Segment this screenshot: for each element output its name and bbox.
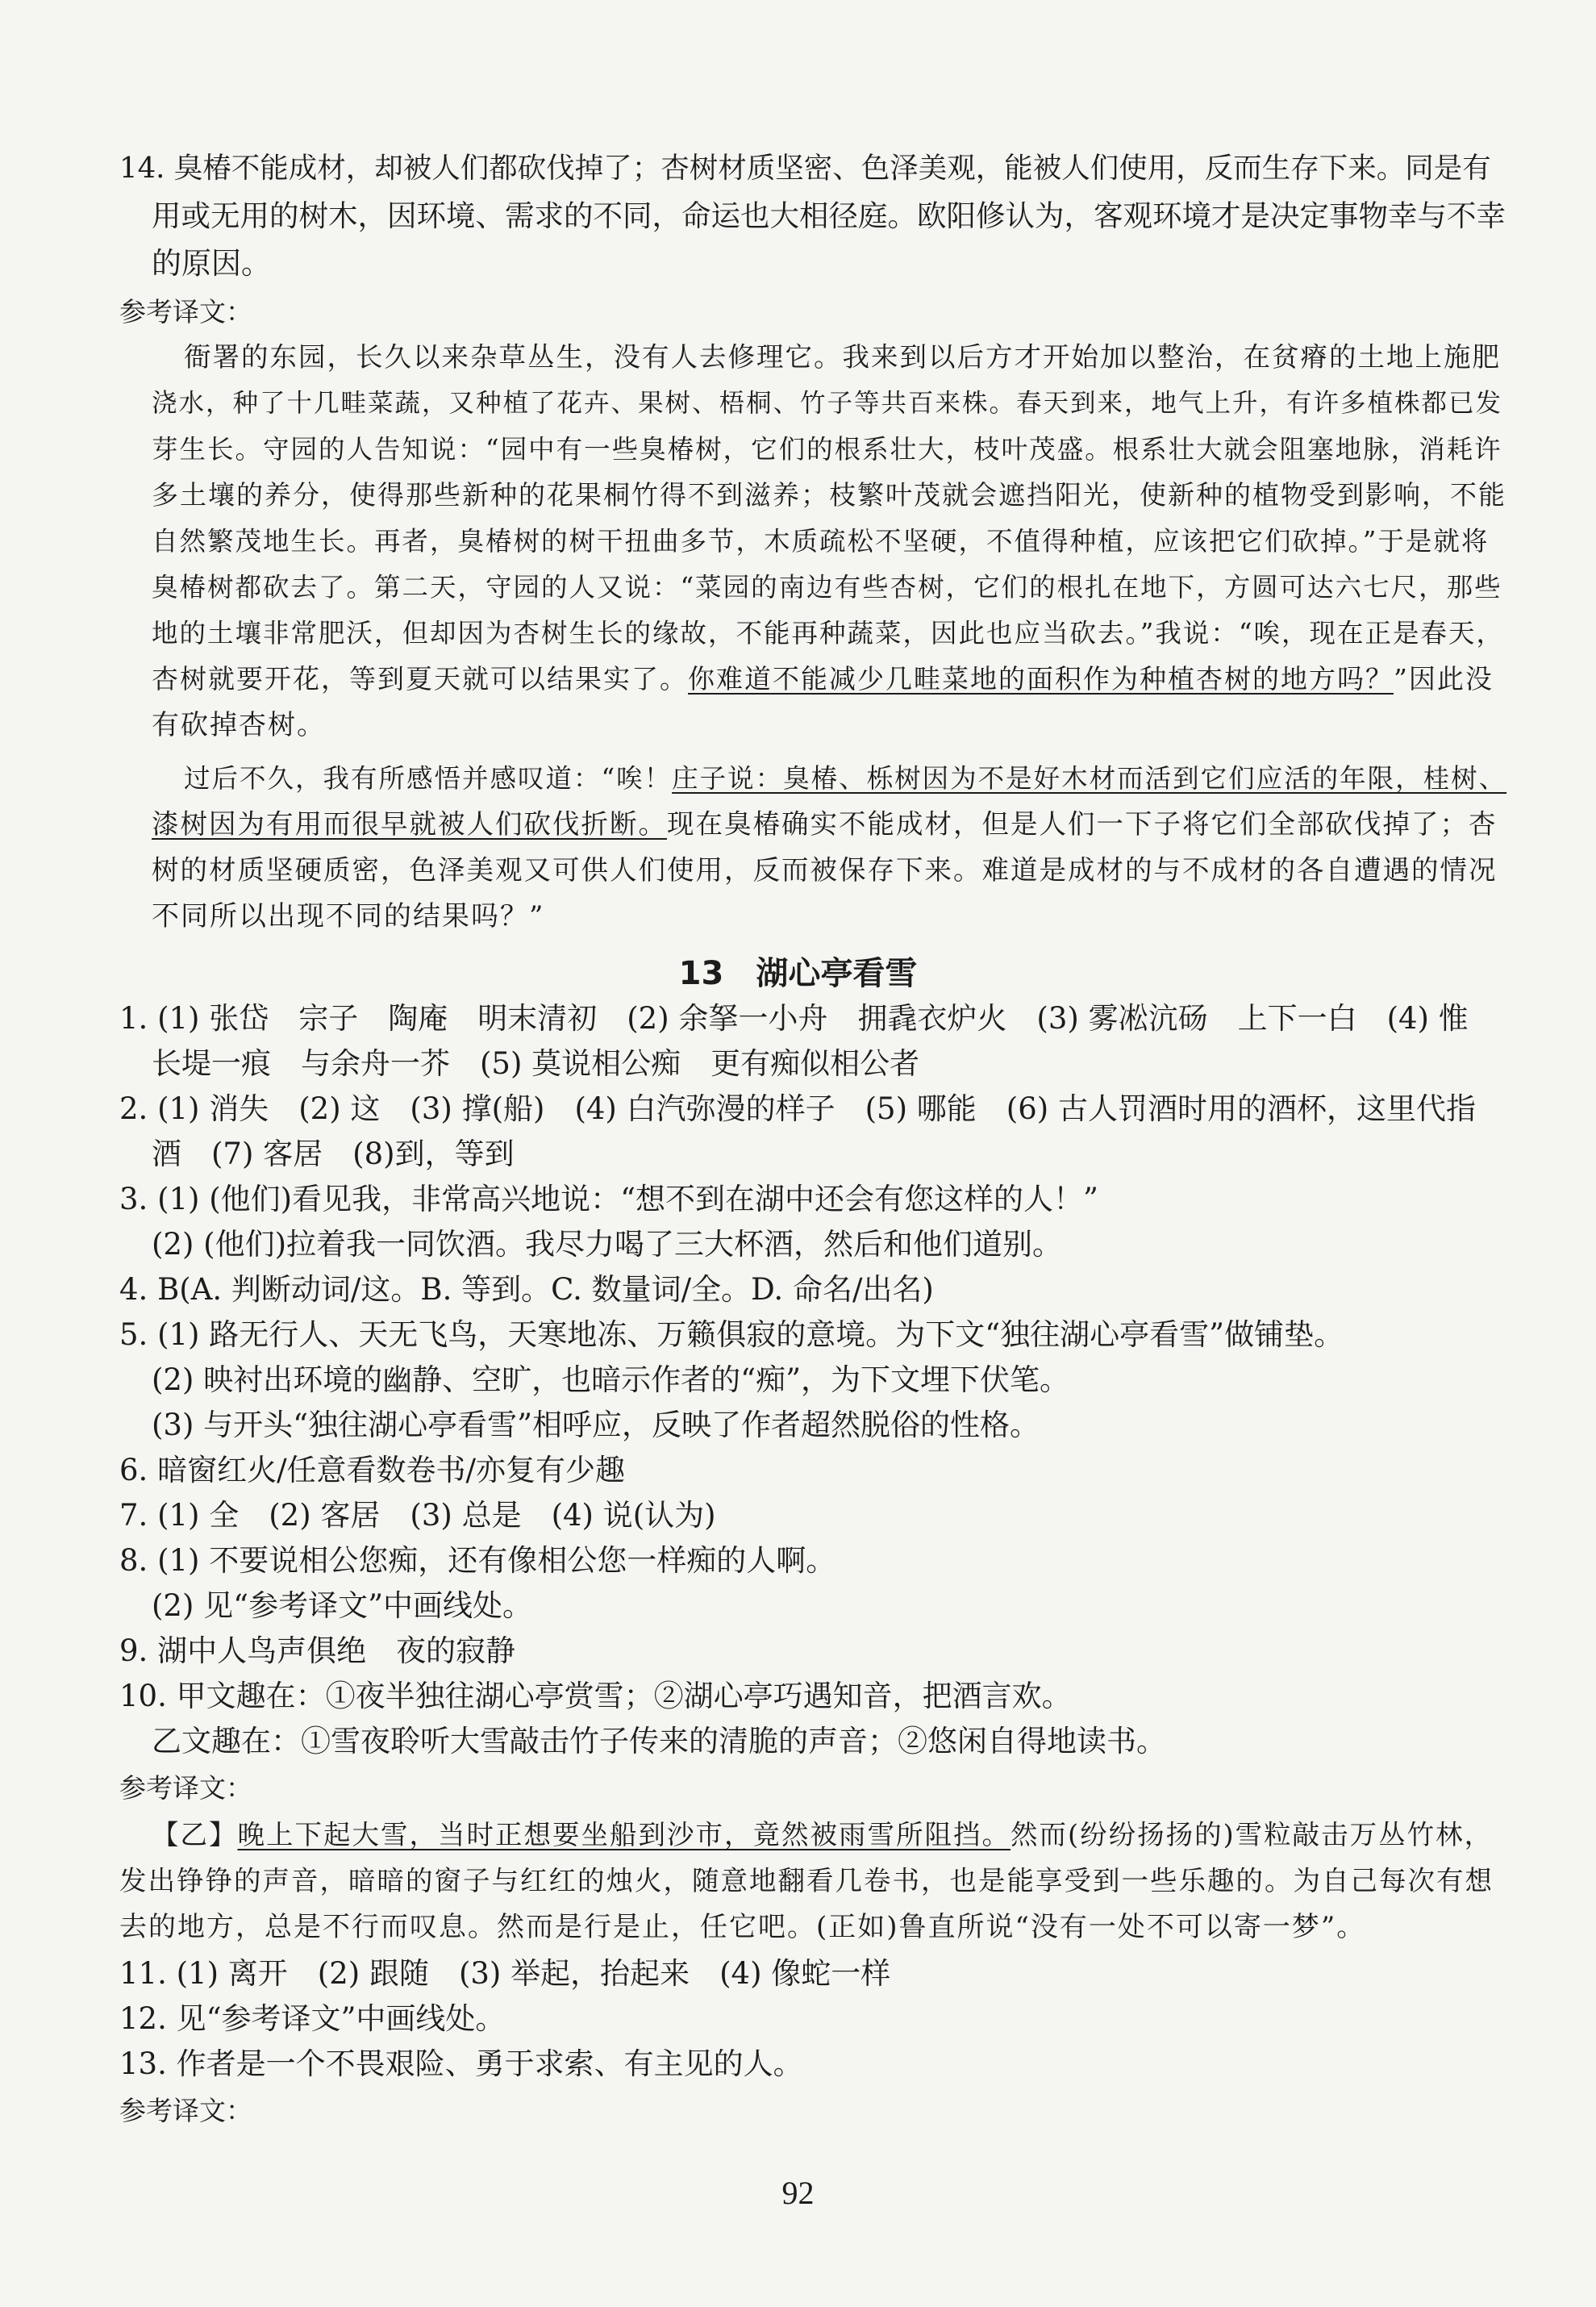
answer-5-line1: 5. (1) 路无行人、天无飞鸟，天寒地冻、万籁俱寂的意境。为下文“独往湖心亭看雪”做铺垫。 [119,1317,1344,1352]
answer-13: 13. 作者是一个不畏艰险、勇于求索、有主见的人。 [119,2046,803,2081]
translation-text: 过后不久，我有所感悟并感叹道：“唉！ [184,763,673,794]
answer-5-line3: (3) 与开头“独往湖心亭看雪”相呼应，反映了作者超然脱俗的性格。 [152,1408,1040,1442]
answer-12: 12. 见“参考译文”中画线处。 [119,2001,506,2036]
answer-6: 6. 暗窗红火/任意看数卷书/亦复有少趣 [119,1453,625,1487]
answer-10-line1: 10. 甲文趣在：①夜半独往湖心亭赏雪；②湖心亭巧遇知音，把酒言欢。 [119,1679,1072,1713]
answer-2-line1: 2. (1) 消失 (2) 这 (3) 撑(船) (4) 白汽弥漫的样子 (5) 哪能 (6) 古人罚酒时用的酒杯，这里代指 [119,1091,1476,1126]
translation-line: 有砍掉杏树。 [152,709,326,741]
translation-line: 芽生长。守园的人告知说：“园中有一些臭椿树，它们的根系壮大，枝叶茂盛。根系壮大就会阻塞地脉，消耗许 [152,434,1502,465]
answer-5-line2: (2) 映衬出环境的幽静、空旷，也暗示作者的“痴”，为下文埋下伏笔。 [152,1362,1070,1397]
translation-line: 树的材质坚硬质密，色泽美观又可供人们使用，反而被保存下来。难道是成材的与不成材的各自遭遇的情况 [152,854,1498,886]
translation-line: 去的地方，总是不行而叹息。然而是行是止，任它吧。(正如)鲁直所说“没有一处不可以寄一梦”。 [119,1911,1366,1943]
translation-line: 地的土壤非常肥沃，但却因为杏树生长的缘故，不能再种蔬菜，因此也应当砍去。”我说：“唉，现在正是春天， [152,618,1504,649]
answer-14-line3: 的原因。 [152,246,271,281]
answer-3-line1: 3. (1) (他们)看见我，非常高兴地说：“想不到在湖中还会有您这样的人！” [119,1182,1098,1216]
translation-line [152,804,1498,845]
underlined-answer-text: 庄子说：臭椿、栎树因为不是好木材而活到它们应活的年限，桂树、 [672,763,1507,794]
translation-text: 现在臭椿确实不能成材，但是人们一下子将它们全部砍伐掉了；杏 [667,808,1498,840]
answer-10-line2: 乙文趣在：①雪夜聆听大雪敲击竹子传来的清脆的声音；②悠闲自得地读书。 [152,1724,1166,1758]
translation-text: 然而(纷纷扬扬的)雪粒敲击万丛竹林， [1011,1819,1494,1850]
answer-11: 11. (1) 离开 (2) 跟随 (3) 举起，抬起来 (4) 像蛇一样 [119,1956,891,1991]
underlined-answer-text: 你难道不能减少几畦菜地的面积作为种植杏树的地方吗？ [688,663,1394,695]
translation-line: 衙署的东园，长久以来杂草丛生，没有人去修理它。我来到以后方才开始加以整治，在贫瘠的土地上施肥 [184,341,1501,373]
passage-tag: 【乙】 [152,1819,238,1850]
translation-line [184,758,1506,799]
answer-14-line2: 用或无用的树木，因环境、需求的不同，命运也大相径庭。欧阳修认为，客观环境才是决定事物幸与不幸 [152,198,1506,233]
answer-2-line2: 酒 (7) 客居 (8)到，等到 [152,1137,515,1171]
answer-14-line1: 14. 臭椿不能成材，却被人们都砍伐掉了；杏树材质坚密、色泽美观，能被人们使用，反而生存下来。同是有 [119,152,1491,185]
translation-line: 多土壤的养分，使得那些新种的花果桐竹得不到滋养；枝繁叶茂就会遮挡阳光，使新种的植物受到影响，不能 [152,479,1506,511]
translation-line: 自然繁茂地生长。再者，臭椿树的树干扭曲多节，木质疏松不坚硬，不值得种植，应该把它们砍掉。”于是就将 [152,526,1490,557]
translation-line: 浇水，种了十几畦菜蔬，又种植了花卉、果树、梧桐、竹子等共百来株。春天到来，地气上升，有许多植株都已发 [152,389,1503,418]
section-title: 13 湖心亭看雪 [678,955,918,992]
reference-translation-label: 参考译文： [119,2095,252,2126]
answer-4: 4. B(A. 判断动词/这。B. 等到。C. 数量词/全。D. 命名/出名) [119,1272,934,1307]
translation-line: 发出铮铮的声音，暗暗的窗子与红红的烛火，随意地翻看几卷书，也是能享受到一些乐趣的。为自己每次有想 [119,1865,1494,1896]
answer-9: 9. 湖中人鸟声俱绝 夜的寂静 [119,1633,516,1668]
answer-1-line1: 1. (1) 张岱 宗子 陶庵 明末清初 (2) 余拏一小舟 拥毳衣炉火 (3) 雾凇沆砀 上下一白 (4) 惟 [119,1001,1469,1036]
translation-line [152,659,1494,699]
translation-line: 不同所以出现不同的结果吗？” [152,900,545,932]
translation-line: 臭椿树都砍去了。第二天，守园的人又说：“菜园的南边有些杏树，它们的根扎在地下，方圆可达六七尺，那些 [152,572,1502,603]
answer-8-line1: 8. (1) 不要说相公您痴，还有像相公您一样痴的人啊。 [119,1543,836,1578]
translation-text: ”因此没 [1394,663,1494,695]
answer-8-line2: (2) 见“参考译文”中画线处。 [152,1588,533,1623]
reference-translation-label: 参考译文： [119,296,252,327]
answer-3-line2: (2) (他们)拉着我一同饮酒。我尽力喝了三大杯酒，然后和他们道别。 [152,1227,1063,1262]
page-number: 92 [781,2175,815,2211]
reference-translation-label: 参考译文： [119,1772,252,1804]
translation-line [152,1815,1493,1855]
translation-text: 杏树就要开花，等到夏天就可以结果实了。 [152,663,688,695]
underlined-answer-text: 晚上下起大雪，当时正想要坐船到沙市，竟然被雨雪所阻挡。 [237,1819,1011,1850]
underlined-answer-text: 漆树因为有用而很早就被人们砍伐折断。 [152,808,667,840]
answer-7: 7. (1) 全 (2) 客居 (3) 总是 (4) 说(认为) [119,1498,716,1533]
answer-1-line2: 长堤一痕 与余舟一芥 (5) 莫说相公痴 更有痴似相公者 [152,1046,920,1081]
